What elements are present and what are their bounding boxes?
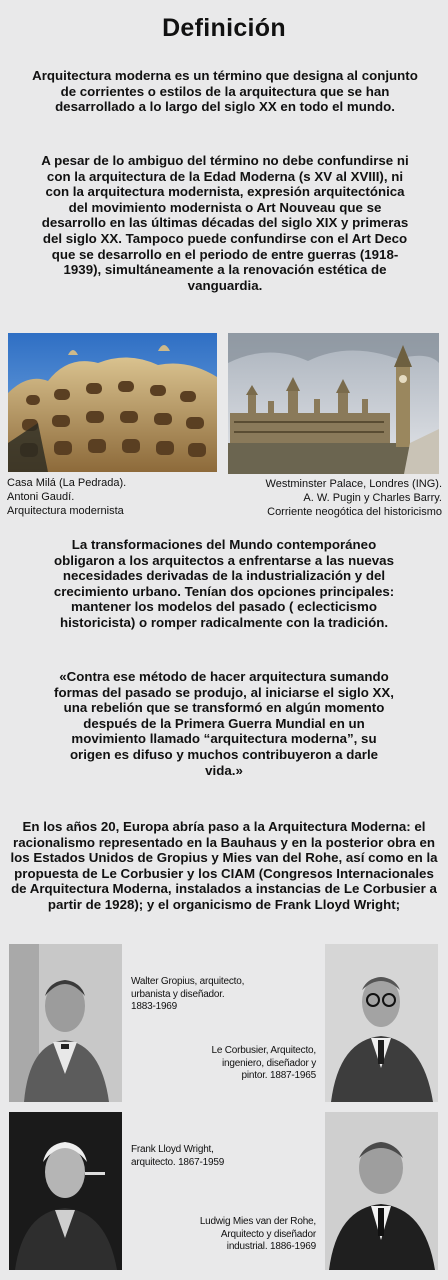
wright-caption	[131, 1144, 291, 1169]
casa-mila-photo	[8, 333, 217, 472]
caption-line: industrial. 1886-1969	[226, 1241, 316, 1252]
caption-line: Walter Gropius, arquitecto,	[131, 976, 245, 987]
caption-line: Le Corbusier, Arquitecto,	[211, 1045, 316, 1056]
gropius-caption	[131, 976, 291, 1014]
corbusier-caption	[158, 1045, 316, 1083]
casa-mila-caption	[7, 476, 222, 518]
westminster-caption	[226, 477, 442, 519]
westminster-palace-photo	[228, 333, 439, 474]
caption-line: Arquitecto y diseñador	[220, 1228, 316, 1240]
caption-line: Corriente neogótica del historicismo	[267, 506, 442, 518]
intro-paragraph-1: Arquitectura moderna es un término que designa al conjunto de corrientes o estilos de la arquitectura que se han desarrollado a lo largo del siglo XX en todo el mundo.	[32, 68, 418, 115]
caption-line: Frank Lloyd Wright,	[131, 1144, 214, 1155]
caption-line: pintor. 1887-1965	[241, 1070, 316, 1081]
caption-line: Westminster Palace, Londres (ING).	[265, 478, 442, 490]
page-title: Definición	[162, 14, 286, 42]
twenties-paragraph: En los años 20, Europa abría paso a la Arquitectura Moderna: el racionalismo representado en la Bauhaus y en la posterior obra en los Estados Unidos de Gropius y Mies van del Rohe, así como en la propuesta de Le Corbusier y los CIAM (Congresos Internacionales de Arquitectura Moderna, instalados a instancias de Le Corbusier a partir de 1928); y el organicismo de Frank Lloyd Wright;	[10, 819, 438, 912]
mies-portrait	[325, 1112, 438, 1270]
wright-portrait	[9, 1112, 122, 1270]
caption-line: Casa Milá (La Pedrada).	[7, 477, 127, 489]
le-corbusier-portrait	[325, 944, 438, 1102]
mies-caption	[158, 1216, 316, 1254]
caption-line: ingeniero, diseñador y	[222, 1057, 316, 1069]
caption-line: arquitecto. 1867-1959	[131, 1156, 225, 1168]
intro-paragraph-2: A pesar de lo ambiguo del término no debe confundirse ni con la arquitectura de la Edad Moderna (s XV al XVIII), ni con la arquitectura modernista, expresión arquitectónica del movimiento modernista o Art Nouveau que se desarrollo en las últimas décadas del siglo XIX y primeras del siglo XX. Tampoco puede confundirse con el Art Deco que se desarrollo en el periodo de entre guerras (1918-1939), simultáneamente a la renovación estética de vanguardia.	[41, 153, 409, 293]
caption-line: Ludwig Mies van der Rohe,	[199, 1216, 316, 1227]
caption-line: A. W. Pugin y Charles Barry.	[303, 492, 442, 504]
quote-paragraph: «Contra ese método de hacer arquitectura sumando formas del pasado se produjo, al iniciarse el siglo XX, una rebelión que se transformó en algún momento después de la Primera Guerra Mundial en un movimiento llamado “arquitectura moderna”, su origen es difuso y muchos contribuyeron a darle vida.»	[54, 669, 394, 778]
caption-line: Arquitectura modernista	[7, 505, 124, 517]
caption-line: 1883-1969	[131, 1001, 178, 1012]
gropius-portrait	[9, 944, 122, 1102]
transformations-paragraph: La transformaciones del Mundo contemporáneo obligaron a los arquitectos a enfrentarse a las nuevas necesidades derivadas de la industrialización y del crecimiento urbano. Tenían dos opciones principales: mantener los modelos del pasado ( eclecticismo historicista) o romper radicalmente con la tradición.	[53, 537, 395, 630]
caption-line: Antoni Gaudí.	[7, 491, 75, 503]
caption-line: urbanista y diseñador.	[131, 988, 225, 1000]
